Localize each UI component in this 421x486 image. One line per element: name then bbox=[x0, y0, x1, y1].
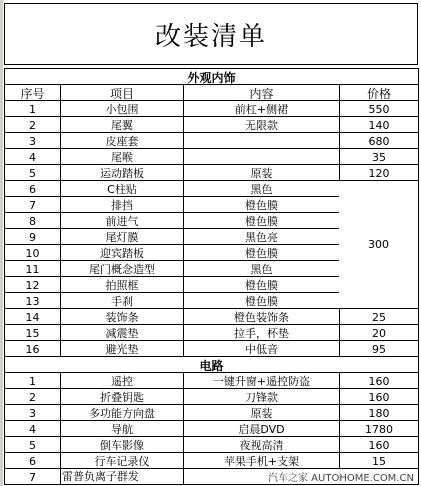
table-cell-no: 6 bbox=[29, 182, 36, 196]
header-content: 内容 bbox=[249, 86, 274, 101]
table-cell-item: 拍照框 bbox=[105, 279, 139, 292]
grid-vline bbox=[339, 100, 340, 116]
grid-vline bbox=[418, 100, 419, 116]
grid-vline bbox=[60, 260, 61, 276]
grid-vline bbox=[4, 452, 5, 468]
table-cell-item: 避光垫 bbox=[105, 343, 139, 356]
grid-vline bbox=[183, 228, 184, 244]
grid-vline bbox=[4, 436, 5, 452]
table-cell-content: 刀锋款 bbox=[245, 391, 278, 404]
grid-vline bbox=[60, 452, 61, 468]
grid-vline bbox=[4, 132, 5, 148]
grid-vline bbox=[418, 132, 419, 148]
grid-vline bbox=[418, 436, 419, 452]
grid-vline bbox=[339, 436, 340, 452]
grid-vline bbox=[339, 164, 340, 180]
table-cell-content: 前杠+侧裙 bbox=[234, 103, 289, 116]
grid-vline bbox=[339, 452, 340, 468]
table-cell-no: 8 bbox=[29, 214, 36, 228]
table-cell-no: 11 bbox=[25, 262, 40, 276]
grid-vline bbox=[4, 116, 5, 132]
section-title: 外观内饰 bbox=[187, 70, 236, 85]
grid-vline bbox=[60, 276, 61, 292]
grid-vline bbox=[339, 148, 340, 164]
grid-vline bbox=[4, 228, 5, 244]
grid-vline bbox=[183, 340, 184, 356]
table-cell-content: 原装 bbox=[250, 167, 273, 180]
grid-vline bbox=[60, 292, 61, 308]
table-cell-no: 6 bbox=[29, 454, 36, 468]
table-cell-item: 多功能方向盘 bbox=[89, 407, 155, 420]
table-cell-content: 橙色装饰条 bbox=[234, 311, 289, 324]
grid-vline bbox=[183, 452, 184, 468]
grid-vline bbox=[183, 84, 184, 100]
table-cell-content bbox=[184, 149, 339, 165]
table-cell-item: 手刹 bbox=[111, 295, 133, 308]
header-item: 项目 bbox=[109, 86, 134, 101]
grid-vline bbox=[60, 404, 61, 420]
table-cell-no: 3 bbox=[29, 134, 36, 148]
grid-vline bbox=[60, 180, 61, 196]
grid-vline bbox=[4, 212, 5, 228]
table-cell-item: 运动踏板 bbox=[100, 167, 144, 180]
grid-vline bbox=[4, 468, 5, 484]
table-cell-no: 2 bbox=[29, 118, 36, 132]
table-cell-item: 皮座套 bbox=[105, 135, 139, 148]
grid-vline bbox=[4, 244, 5, 260]
grid-vline bbox=[4, 420, 5, 436]
grid-vline bbox=[339, 116, 340, 132]
section-title: 电路 bbox=[199, 358, 224, 373]
grid-vline bbox=[60, 468, 61, 484]
grid-vline bbox=[418, 388, 419, 404]
grid-vline bbox=[418, 196, 419, 212]
grid-vline bbox=[4, 308, 5, 324]
table-cell-item: 导航 bbox=[111, 423, 133, 436]
table-cell-price: 20 bbox=[372, 326, 386, 340]
merged-price-cell: 300 bbox=[339, 181, 418, 308]
grid-vline bbox=[60, 372, 61, 388]
table-cell-no: 7 bbox=[29, 470, 36, 484]
table-cell-price: 160 bbox=[368, 438, 390, 452]
grid-vline bbox=[339, 420, 340, 436]
grid-vline bbox=[4, 100, 5, 116]
grid-vline bbox=[418, 420, 419, 436]
grid-hline bbox=[4, 484, 419, 485]
table-cell-price: 120 bbox=[368, 166, 390, 180]
grid-vline bbox=[60, 340, 61, 356]
table-cell-content: 中低音 bbox=[245, 343, 278, 356]
table-cell-content: 原装 bbox=[250, 407, 273, 420]
grid-vline bbox=[183, 420, 184, 436]
table-cell-no: 14 bbox=[25, 310, 40, 324]
grid-vline bbox=[4, 356, 5, 372]
sheet-title: 改装清单 bbox=[4, 3, 418, 65]
grid-vline bbox=[183, 164, 184, 180]
grid-vline bbox=[4, 340, 5, 356]
grid-vline bbox=[418, 164, 419, 180]
grid-vline bbox=[60, 420, 61, 436]
table-cell-item: C柱贴 bbox=[107, 183, 137, 196]
grid-vline bbox=[4, 372, 5, 388]
table-cell-content: 橙色膜 bbox=[245, 279, 278, 292]
grid-vline bbox=[418, 148, 419, 164]
grid-vline bbox=[183, 308, 184, 324]
table-cell-price: 180 bbox=[368, 406, 390, 420]
grid-vline bbox=[418, 468, 419, 484]
grid-vline bbox=[339, 324, 340, 340]
table-cell-content: 拉手，杯垫 bbox=[234, 327, 289, 340]
table-cell-price: 160 bbox=[368, 390, 390, 404]
header-no: 序号 bbox=[20, 86, 45, 101]
grid-vline bbox=[183, 212, 184, 228]
grid-vline bbox=[60, 164, 61, 180]
table-cell-price: 160 bbox=[368, 374, 390, 388]
table-cell-no: 9 bbox=[29, 230, 36, 244]
table-cell-item: 装饰条 bbox=[105, 311, 139, 324]
grid-vline bbox=[339, 404, 340, 420]
grid-vline bbox=[418, 244, 419, 260]
grid-vline bbox=[418, 324, 419, 340]
table-cell-item: 小包围 bbox=[105, 103, 139, 116]
table-cell-no: 10 bbox=[25, 246, 40, 260]
table-cell-price: 550 bbox=[368, 102, 390, 116]
grid-vline bbox=[60, 212, 61, 228]
table-cell-item: 折叠钥匙 bbox=[100, 391, 144, 404]
table-cell-item: 尾门概念造型 bbox=[89, 263, 155, 276]
grid-vline bbox=[418, 68, 419, 84]
grid-vline bbox=[418, 212, 419, 228]
grid-vline bbox=[418, 276, 419, 292]
grid-vline bbox=[183, 468, 184, 484]
table-cell-content: 橙色膜 bbox=[245, 215, 278, 228]
table-cell-content: 启晨DVD bbox=[238, 423, 285, 436]
grid-vline bbox=[183, 276, 184, 292]
grid-vline bbox=[183, 260, 184, 276]
grid-vline bbox=[183, 132, 184, 148]
grid-vline bbox=[183, 388, 184, 404]
grid-vline bbox=[183, 404, 184, 420]
table-cell-price: 680 bbox=[368, 134, 390, 148]
grid-vline bbox=[339, 372, 340, 388]
table-cell-no: 4 bbox=[29, 150, 36, 164]
table-cell-item: 尾翼 bbox=[111, 119, 133, 132]
grid-vline bbox=[418, 404, 419, 420]
grid-vline bbox=[4, 84, 5, 100]
table-cell-content: 一键升窗+遥控防盗 bbox=[212, 375, 311, 388]
grid-vline bbox=[418, 260, 419, 276]
grid-vline bbox=[339, 308, 340, 324]
grid-vline bbox=[418, 308, 419, 324]
table-cell-no: 12 bbox=[25, 278, 40, 292]
table-cell-no: 1 bbox=[29, 374, 36, 388]
grid-vline bbox=[4, 180, 5, 196]
table-cell-content: 黑色 bbox=[250, 183, 273, 196]
grid-vline bbox=[4, 260, 5, 276]
table-cell-content: 橙色膜 bbox=[245, 295, 278, 308]
grid-vline bbox=[339, 388, 340, 404]
grid-vline bbox=[60, 116, 61, 132]
grid-vline bbox=[339, 84, 340, 100]
footer-text: 雷普负离子群发 bbox=[62, 470, 139, 483]
grid-vline bbox=[4, 148, 5, 164]
grid-vline bbox=[418, 340, 419, 356]
table-cell-price: 25 bbox=[372, 310, 386, 324]
grid-vline bbox=[183, 148, 184, 164]
grid-vline bbox=[4, 292, 5, 308]
grid-vline bbox=[60, 324, 61, 340]
grid-vline bbox=[183, 116, 184, 132]
grid-vline bbox=[183, 196, 184, 212]
watermark: 汽车之家 AUTOHOME.COM.CN bbox=[266, 469, 416, 484]
grid-vline bbox=[418, 116, 419, 132]
table-cell-item: 排挡 bbox=[111, 199, 133, 212]
table-cell-no: 15 bbox=[25, 326, 40, 340]
table-cell-item: 迎宾踏板 bbox=[100, 247, 144, 260]
grid-vline bbox=[60, 228, 61, 244]
table-cell-content: 无限款 bbox=[245, 119, 278, 132]
grid-vline bbox=[183, 100, 184, 116]
table-cell-no: 7 bbox=[29, 198, 36, 212]
grid-vline bbox=[339, 340, 340, 356]
grid-vline bbox=[418, 228, 419, 244]
grid-vline bbox=[418, 292, 419, 308]
table-cell-item: 行车记录仪 bbox=[94, 455, 150, 468]
table-cell-item: 尾灯膜 bbox=[105, 231, 139, 244]
table-cell-content bbox=[184, 133, 339, 149]
table-cell-no: 4 bbox=[29, 422, 36, 436]
table-cell-price: 95 bbox=[372, 342, 386, 356]
grid-vline bbox=[4, 276, 5, 292]
table-cell-no: 16 bbox=[25, 342, 40, 356]
grid-vline bbox=[418, 452, 419, 468]
grid-vline bbox=[4, 404, 5, 420]
table-cell-price: 15 bbox=[372, 454, 386, 468]
grid-vline bbox=[183, 244, 184, 260]
grid-vline bbox=[418, 372, 419, 388]
table-cell-content: 夜视高清 bbox=[239, 439, 284, 452]
grid-vline bbox=[339, 132, 340, 148]
grid-vline bbox=[183, 436, 184, 452]
grid-vline bbox=[60, 436, 61, 452]
table-cell-content: 黑色亮 bbox=[245, 231, 278, 244]
grid-vline bbox=[60, 308, 61, 324]
table-cell-no: 2 bbox=[29, 390, 36, 404]
table-cell-content: 苹果手机+支架 bbox=[223, 455, 300, 468]
table-cell-price: 35 bbox=[372, 150, 386, 164]
table-cell-no: 3 bbox=[29, 406, 36, 420]
grid-vline bbox=[4, 324, 5, 340]
table-cell-content: 橙色膜 bbox=[245, 247, 278, 260]
row-header-strip bbox=[0, 0, 3, 486]
table-cell-item: 前进气 bbox=[105, 215, 139, 228]
table-cell-item: 倒车影像 bbox=[100, 439, 144, 452]
table-cell-no: 5 bbox=[29, 166, 36, 180]
grid-vline bbox=[418, 84, 419, 100]
header-price: 价格 bbox=[366, 86, 391, 101]
table-cell-content: 橙色膜 bbox=[245, 199, 278, 212]
table-cell-no: 5 bbox=[29, 438, 36, 452]
grid-vline bbox=[418, 180, 419, 196]
grid-vline bbox=[4, 164, 5, 180]
grid-vline bbox=[60, 148, 61, 164]
grid-vline bbox=[418, 356, 419, 372]
table-cell-price: 1780 bbox=[365, 422, 393, 436]
grid-vline bbox=[183, 372, 184, 388]
table-cell-content: 黑色 bbox=[250, 263, 273, 276]
grid-vline bbox=[60, 388, 61, 404]
grid-vline bbox=[60, 244, 61, 260]
grid-vline bbox=[4, 388, 5, 404]
table-cell-item: 尾喉 bbox=[111, 151, 133, 164]
table-cell-price: 140 bbox=[368, 118, 390, 132]
grid-vline bbox=[183, 180, 184, 196]
table-cell-no: 13 bbox=[25, 294, 40, 308]
grid-vline bbox=[60, 196, 61, 212]
grid-vline bbox=[183, 324, 184, 340]
grid-vline bbox=[60, 100, 61, 116]
grid-vline bbox=[183, 292, 184, 308]
grid-vline bbox=[4, 196, 5, 212]
table-cell-no: 1 bbox=[29, 102, 36, 116]
table-cell-item: 减震垫 bbox=[105, 327, 139, 340]
grid-vline bbox=[60, 132, 61, 148]
table-cell-item: 遥控 bbox=[111, 375, 133, 388]
grid-vline bbox=[4, 68, 5, 84]
grid-vline bbox=[60, 84, 61, 100]
